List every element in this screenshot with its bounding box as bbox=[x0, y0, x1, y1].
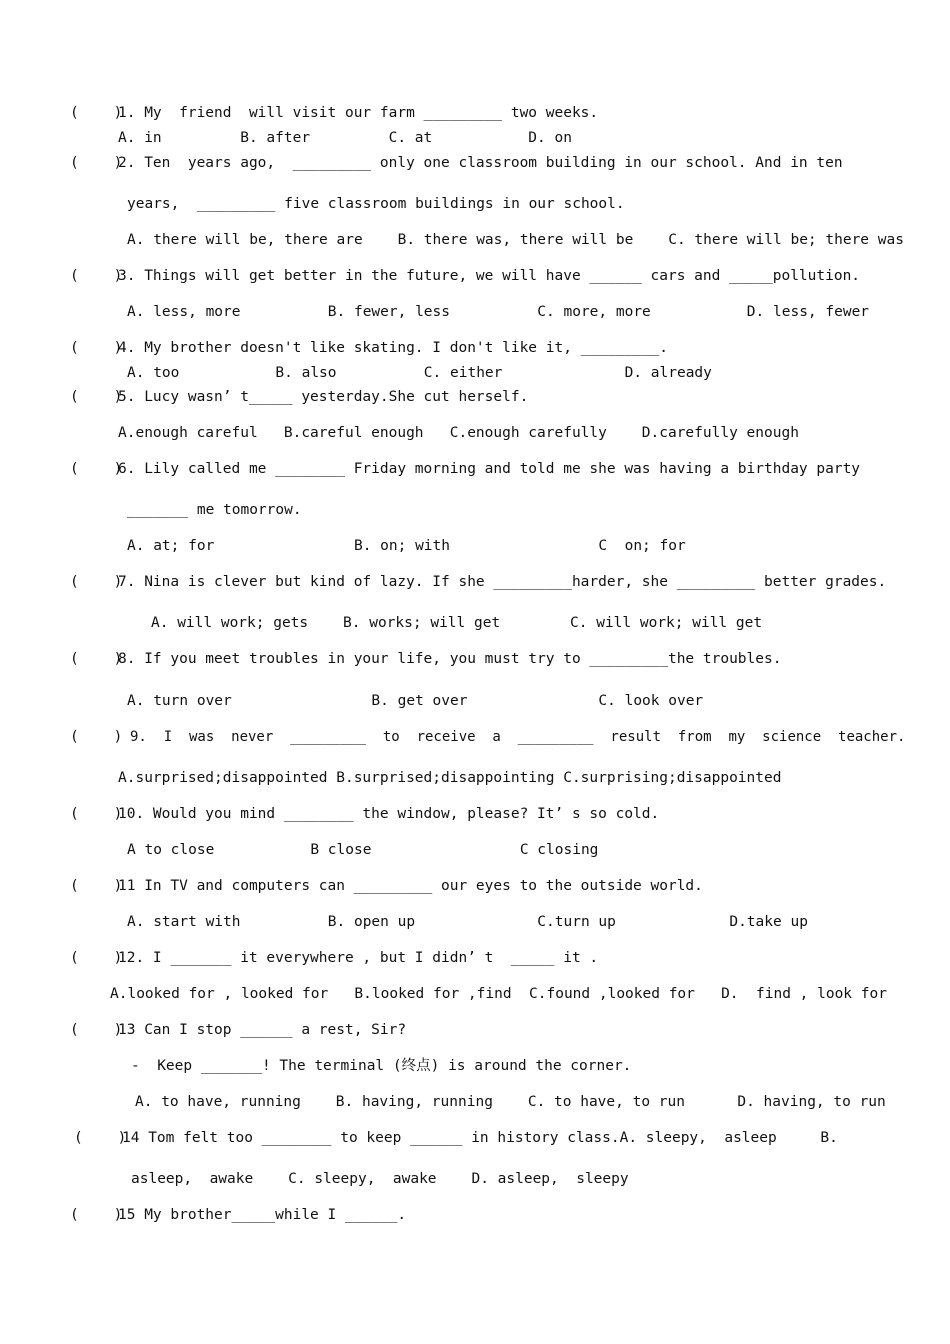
question-6-options: A. at; for B. on; with C on; for bbox=[127, 538, 686, 554]
question-12-stem: 12. I _______ it everywhere , but I didn’ t _____ it . bbox=[118, 950, 599, 966]
question-7-options: A. will work; gets B. works; will get C. will work; will get bbox=[151, 615, 763, 631]
question-14-options: asleep, awake C. sleepy, awake D. asleep, sleepy bbox=[131, 1171, 629, 1187]
question-2-stem: 2. Ten years ago, _________ only one classroom building in our school. And in ten bbox=[118, 155, 843, 171]
question-1-options: A. in B. after C. at D. on bbox=[118, 130, 572, 146]
question-10-stem: 10. Would you mind ________ the window, please? It’ s so cold. bbox=[118, 806, 660, 822]
answer-paren[interactable]: ( ) bbox=[70, 1022, 123, 1038]
answer-paren[interactable]: ( ) bbox=[70, 389, 123, 405]
question-8-stem: 8. If you meet troubles in your life, you must try to _________the troubles. bbox=[118, 651, 782, 667]
question-9-options: A.surprised;disappointed B.surprised;disappointing C.surprising;disappointed bbox=[118, 770, 782, 786]
answer-paren[interactable]: ( ) bbox=[70, 1207, 123, 1223]
question-4-stem: 4. My brother doesn't like skating. I don't like it, _________. bbox=[118, 340, 668, 356]
answer-paren[interactable]: ( ) bbox=[70, 461, 123, 477]
answer-paren[interactable]: ( ) bbox=[70, 729, 123, 745]
answer-paren[interactable]: ( ) bbox=[70, 574, 123, 590]
answer-paren[interactable]: ( ) bbox=[70, 950, 123, 966]
question-5-stem: 5. Lucy wasn’ t_____ yesterday.She cut herself. bbox=[118, 389, 529, 405]
question-8-options: A. turn over B. get over C. look over bbox=[127, 693, 704, 709]
question-6-stem: 6. Lily called me ________ Friday morning and told me she was having a birthday party bbox=[118, 461, 861, 477]
question-3-stem: 3. Things will get better in the future, we will have ______ cars and _____pollution. bbox=[118, 268, 861, 284]
question-11-stem: 11 In TV and computers can _________ our eyes to the outside world. bbox=[118, 878, 703, 894]
question-7-stem: 7. Nina is clever but kind of lazy. If she _________harder, she _________ better grades. bbox=[118, 574, 887, 590]
question-14-stem: 14 Tom felt too ________ to keep ______ in history class.A. sleepy, asleep B. bbox=[122, 1130, 838, 1146]
question-15-stem: 15 My brother_____while I ______. bbox=[118, 1207, 407, 1223]
answer-paren[interactable]: ( ) bbox=[70, 340, 123, 356]
question-13-reply: - Keep _______! The terminal (终点) is around the corner. bbox=[131, 1058, 632, 1074]
answer-paren[interactable]: ( ) bbox=[70, 651, 123, 667]
answer-paren[interactable]: ( ) bbox=[70, 105, 123, 121]
question-10-options: A to close B close C closing bbox=[127, 842, 599, 858]
answer-paren[interactable]: ( ) bbox=[70, 155, 123, 171]
question-9-stem: 9. I was never _________ to receive a _________ result from my science teacher. bbox=[130, 729, 906, 745]
answer-paren[interactable]: ( ) bbox=[70, 806, 123, 822]
answer-paren[interactable]: ( ) bbox=[74, 1130, 127, 1146]
question-6-stem-continued: _______ me tomorrow. bbox=[127, 502, 302, 518]
question-13-options: A. to have, running B. having, running C. to have, to run D. having, to run bbox=[135, 1094, 886, 1110]
question-2-stem-continued: years, _________ five classroom buildings in our school. bbox=[127, 196, 625, 212]
question-12-options: A.looked for , looked for B.looked for ,find C.found ,looked for D. find , look for bbox=[110, 986, 887, 1002]
question-3-options: A. less, more B. fewer, less C. more, more D. less, fewer bbox=[127, 304, 870, 320]
answer-paren[interactable]: ( ) bbox=[70, 268, 123, 284]
question-13-stem: 13 Can I stop ______ a rest, Sir? bbox=[118, 1022, 407, 1038]
question-5-options: A.enough careful B.careful enough C.enough carefully D.carefully enough bbox=[118, 425, 799, 441]
question-11-options: A. start with B. open up C.turn up D.take up bbox=[127, 914, 808, 930]
question-2-options: A. there will be, there are B. there was, there will be C. there will be; there was bbox=[127, 232, 904, 248]
question-1-stem: 1. My friend will visit our farm _________ two weeks. bbox=[118, 105, 599, 121]
answer-paren[interactable]: ( ) bbox=[70, 878, 123, 894]
question-4-options: A. too B. also C. either D. already bbox=[127, 365, 712, 381]
